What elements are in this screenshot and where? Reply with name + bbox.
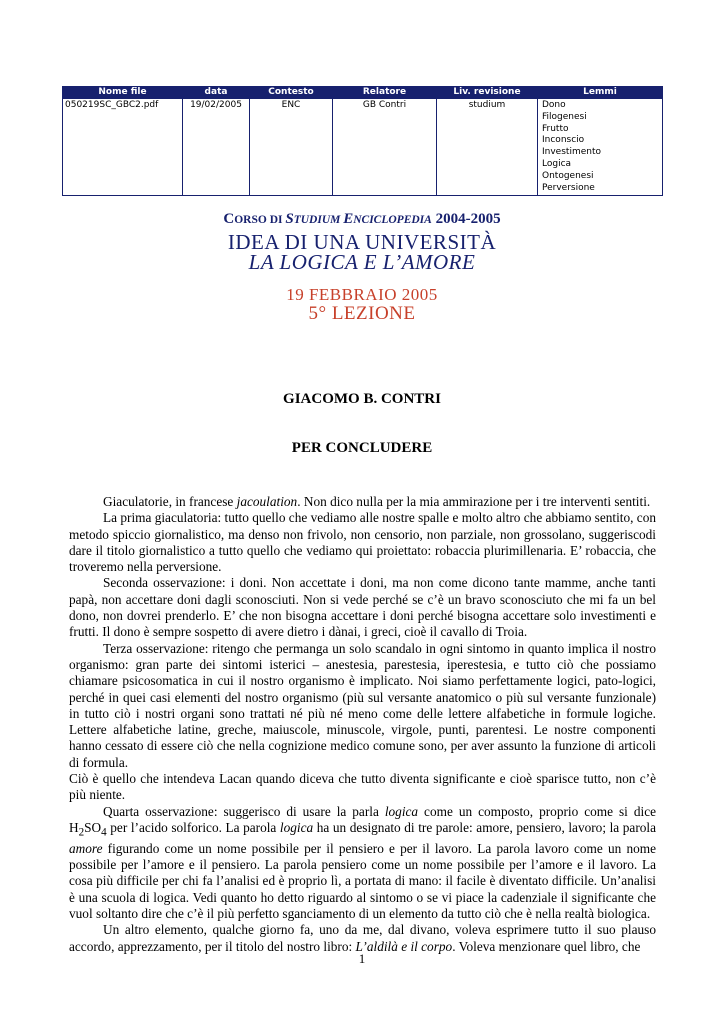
author-name: GIACOMO B. CONTRI — [283, 391, 441, 407]
paragraph: Seconda osservazione: i doni. Non accettate i doni, ma non come dicono tante mamme, anche tanti papà, non accettare doni dagli sconosciuti. Non si vede perché se c’è un bravo sconosciuto che mi fa un bel dono, non dovrei prenderlo. E’ che non bisogna accettare i doni perché bisogna accettare solo investimenti e frutti. Il dono è sempre sospetto di avere dietro i dànai, i greci, cioè il cavallo di Troia. — [69, 575, 656, 640]
course-title: CORSO DI STUDIUM ENCICLOPEDIA 2004-2005 — [223, 211, 501, 227]
lemma-item: Filogenesi — [542, 111, 587, 122]
paragraph: Terza osservazione: ritengo che permanga un solo scandalo in ogni sintomo in quanto implica il nostro organismo: gran parte dei sintomi isterici – anestesia, parestesia, iperestesia, e tutto ciò che possiamo chiamare psicosomatica in cui il nostro organismo è implicato. Noi siamo perfettamente logici, pato-logici, perché in quei casi elementi del nostro organismo (più sul versante anatomico o più sul versante funzionale) in tutto ciò i nostri organi sono trattati né più né meno come delle lettere alfabetiche in formule logiche. Lettere alfabetiche latine, greche, maiuscole, minuscole, virgole, punti, parentesi. Le nostre componenti hanno cessato di essere ciò che nella cognizione medico comune sono, per aver assunto la funzione di articoli di formula. — [69, 640, 656, 770]
cell-contesto: ENC — [250, 99, 333, 196]
header-nome-file: Nome file — [63, 87, 183, 99]
cell-lemmi — [538, 99, 663, 196]
section-title: PER CONCLUDERE — [291, 440, 433, 456]
header-liv-revisione: Liv. revisione — [437, 87, 538, 99]
lemma-item: Frutto — [542, 123, 569, 134]
lemma-item: Ontogenesi — [542, 170, 594, 181]
lemma-item: Dono — [542, 100, 566, 110]
header-relatore: Relatore — [333, 87, 437, 99]
paragraph: La prima giaculatoria: tutto quello che vediamo alle nostre spalle e molto altro che abbiamo sentito, con metodo spiccio giornalistico, ma denso non frivolo, non censorio, non parziale, non grossolano, suggeriscodi dare il titolo giornalistico a tutto quello che vediamo qui proiettato: robaccia plurimillenaria. E’ robaccia, che troveremo nella perversione. — [69, 510, 656, 575]
lesson-number: 5° LEZIONE — [308, 303, 416, 324]
header-lemmi: Lemmi — [538, 87, 663, 99]
lemma-item: Logica — [542, 158, 572, 169]
header-data: data — [183, 87, 250, 99]
lemma-item: Perversione — [542, 182, 595, 193]
paragraph: Quarta osservazione: suggerisco di usare la parla logica come un composto, proprio come si dice $H_2SO_4$ per l’acido solforico. La parola logica ha un designato di tre parole: amore, pensiero, lavoro; la parola amore figurando come un nome possibile per il pensiero e per il lavoro. La parola lavoro come un nome possibile per l’amore e il pensiero. La parola pensiero come un nome possibile per l’amore e il lavoro. La cosa più difficile per chi fa l’analisi ed è proprio lì, a portata di mano: il facile è diventato difficile. Un’analisi è una scuola di logica. Vedi quanto ho detto riguardo al sintomo o se vi piace la cadenziale il significante che vuol soltanto dire che c’è il più perfetto sganciamento di un elemento da tutto ciò che è nella realtà biologica. — [69, 803, 656, 922]
document-metadata-table — [62, 86, 663, 196]
cell-nome-file: 050219SC_GBC2.pdf — [63, 99, 183, 196]
lemma-item: Investimento — [542, 147, 601, 158]
lemma-item: Inconscio — [542, 135, 585, 146]
metadata-row — [63, 99, 663, 196]
main-title: IDEA DI UNA UNIVERSITÀ — [227, 230, 497, 254]
paragraph: Ciò è quello che intendeva Lacan quando diceva che tutto diventa significante e cioè sparisce tutto, non c’è più niente. — [69, 771, 656, 803]
cell-liv-revisione: studium — [437, 99, 538, 196]
paragraph: Giaculatorie, in francese jacoulation. Non dico nulla per la mia ammirazione per i tre interventi sentiti. — [103, 494, 651, 509]
header-contesto: Contesto — [250, 87, 333, 99]
cell-data: 19/02/2005 — [183, 99, 250, 196]
main-subtitle: LA LOGICA E L’AMORE — [248, 250, 476, 274]
lesson-date: 19 FEBBRAIO 2005 — [286, 285, 438, 304]
page-number: 1 — [358, 951, 366, 966]
paragraph: Un altro elemento, qualche giorno fa, uno da me, dal divano, voleva esprimere tutto il suo plauso accordo, apprezzamento, per il titolo del nostro libro: L’aldilà e il corpo. Voleva menzionare quel libro, che — [69, 922, 656, 954]
cell-relatore: GB Contri — [333, 99, 437, 196]
body-text — [69, 494, 656, 955]
metadata-header-row — [63, 87, 663, 99]
